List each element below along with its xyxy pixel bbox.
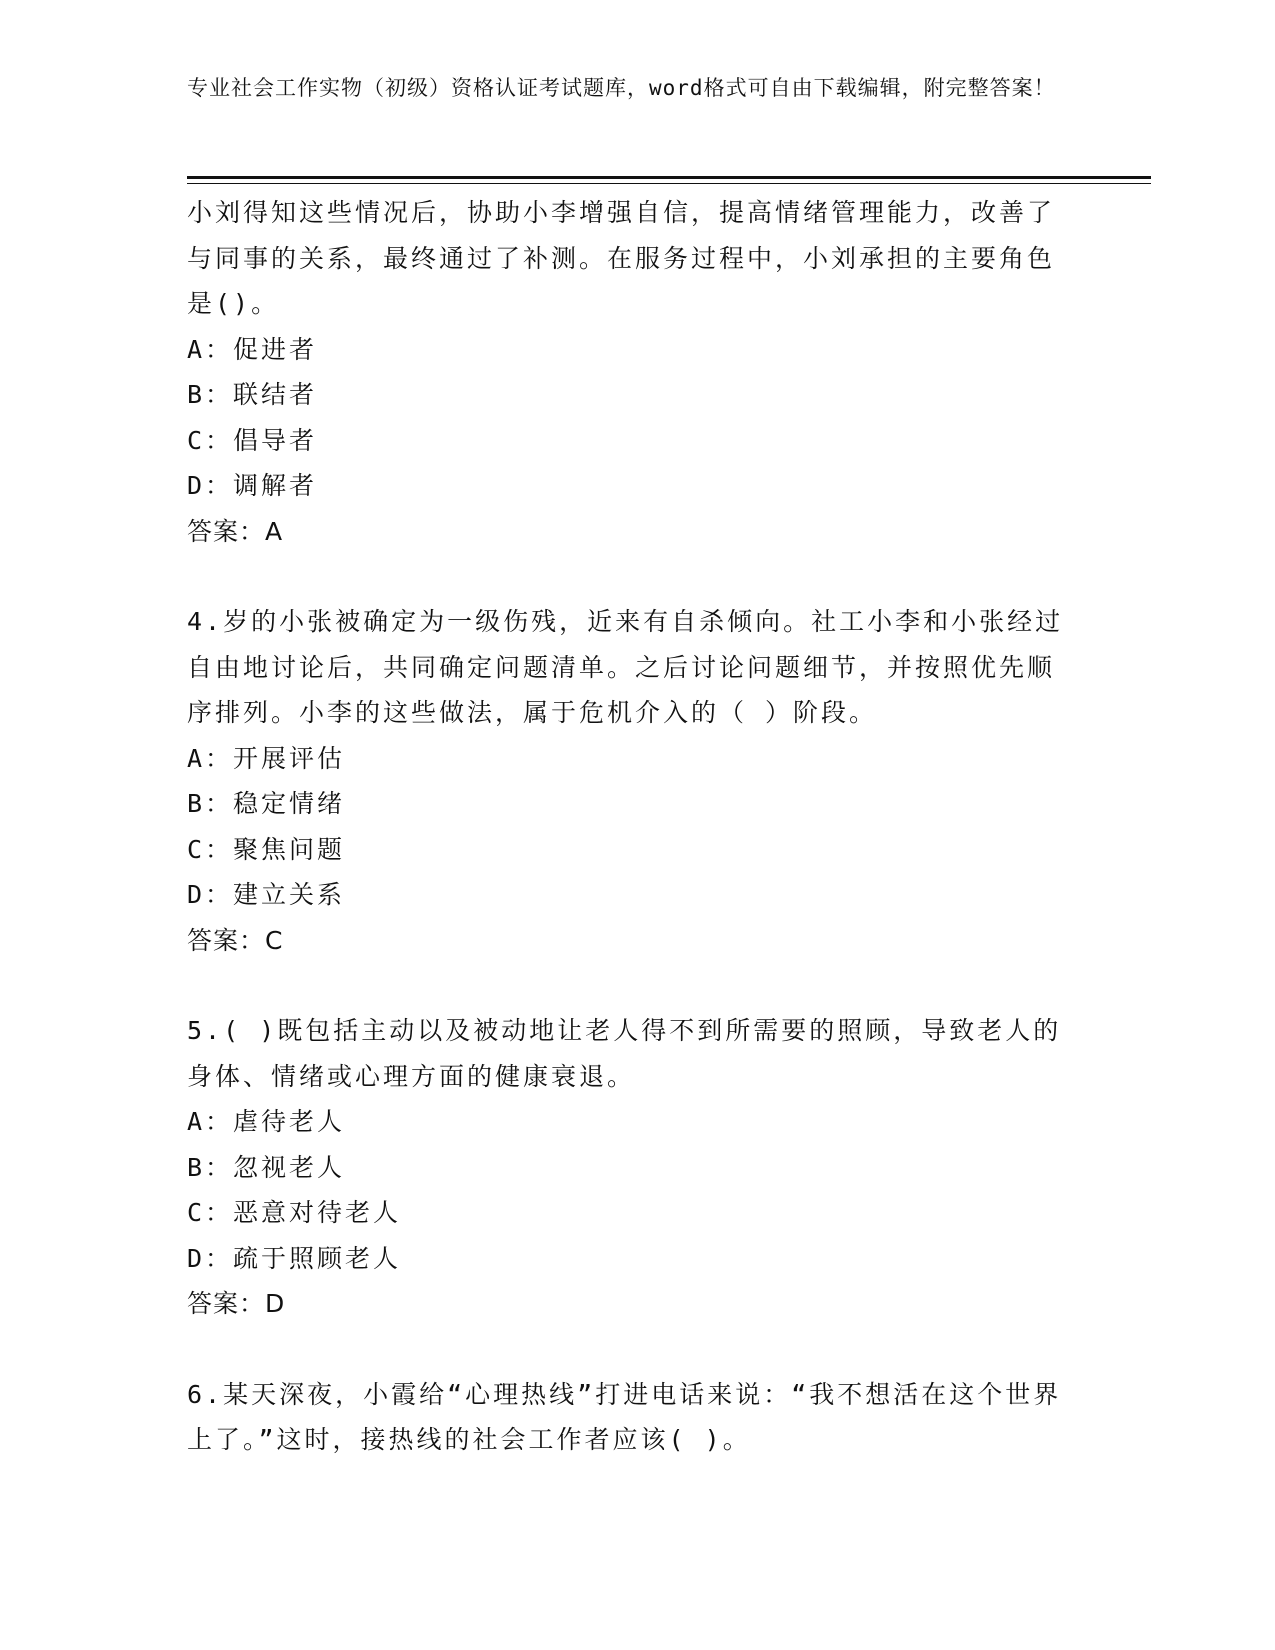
option-a: A：促进者: [187, 334, 318, 364]
question-stem: 6.某天深夜，小霞给“心理热线”打进电话来说：“我不想活在这个世界上了。”这时，接热线的社会工作者应该( )。: [187, 1379, 1062, 1454]
document-body: [187, 190, 1067, 1463]
question-stem: 5.( )既包括主动以及被动地让老人得不到所需要的照顾，导致老人的身体、情绪或心理方面的健康衰退。: [187, 1016, 1062, 1091]
option-b: B：忽视老人: [187, 1152, 346, 1182]
question-5: [187, 1008, 1067, 1327]
header-divider-thick: [187, 176, 1151, 179]
question-4: [187, 599, 1067, 963]
answer-line: 答案：C: [187, 925, 284, 955]
header-divider-thin: [187, 183, 1151, 184]
option-c: C：聚焦问题: [187, 834, 346, 864]
option-a: A：虐待老人: [187, 1107, 346, 1136]
document-header: 专业社会工作实物（初级）资格认证考试题库，word格式可自由下载编辑，附完整答案！: [187, 76, 1056, 100]
option-d: D：疏于照顾老人: [187, 1243, 402, 1273]
option-d: D：建立关系: [187, 880, 346, 909]
option-a: A：开展评估: [187, 743, 346, 773]
option-b: B：联结者: [187, 380, 318, 409]
question-stem: 4.岁的小张被确定为一级伤残，近来有自杀倾向。社工小李和小张经过自由地讨论后，共同确定问题清单。之后讨论问题细节，并按照优先顺序排列。小李的这些做法，属于危机介入的（ ）阶段。: [187, 607, 1064, 727]
option-b: B：稳定情绪: [187, 789, 346, 818]
question-3: [187, 190, 1067, 554]
answer-line: 答案：D: [187, 1289, 286, 1318]
option-d: D：调解者: [187, 471, 318, 500]
question-stem: 小刘得知这些情况后，协助小李增强自信，提高情绪管理能力，改善了与同事的关系，最终通过了补测。在服务过程中，小刘承担的主要角色是()。: [187, 198, 1056, 318]
answer-line: 答案：A: [187, 516, 284, 546]
option-c: C：恶意对待老人: [187, 1198, 402, 1227]
question-6: [187, 1372, 1067, 1463]
option-c: C：倡导者: [187, 425, 318, 455]
